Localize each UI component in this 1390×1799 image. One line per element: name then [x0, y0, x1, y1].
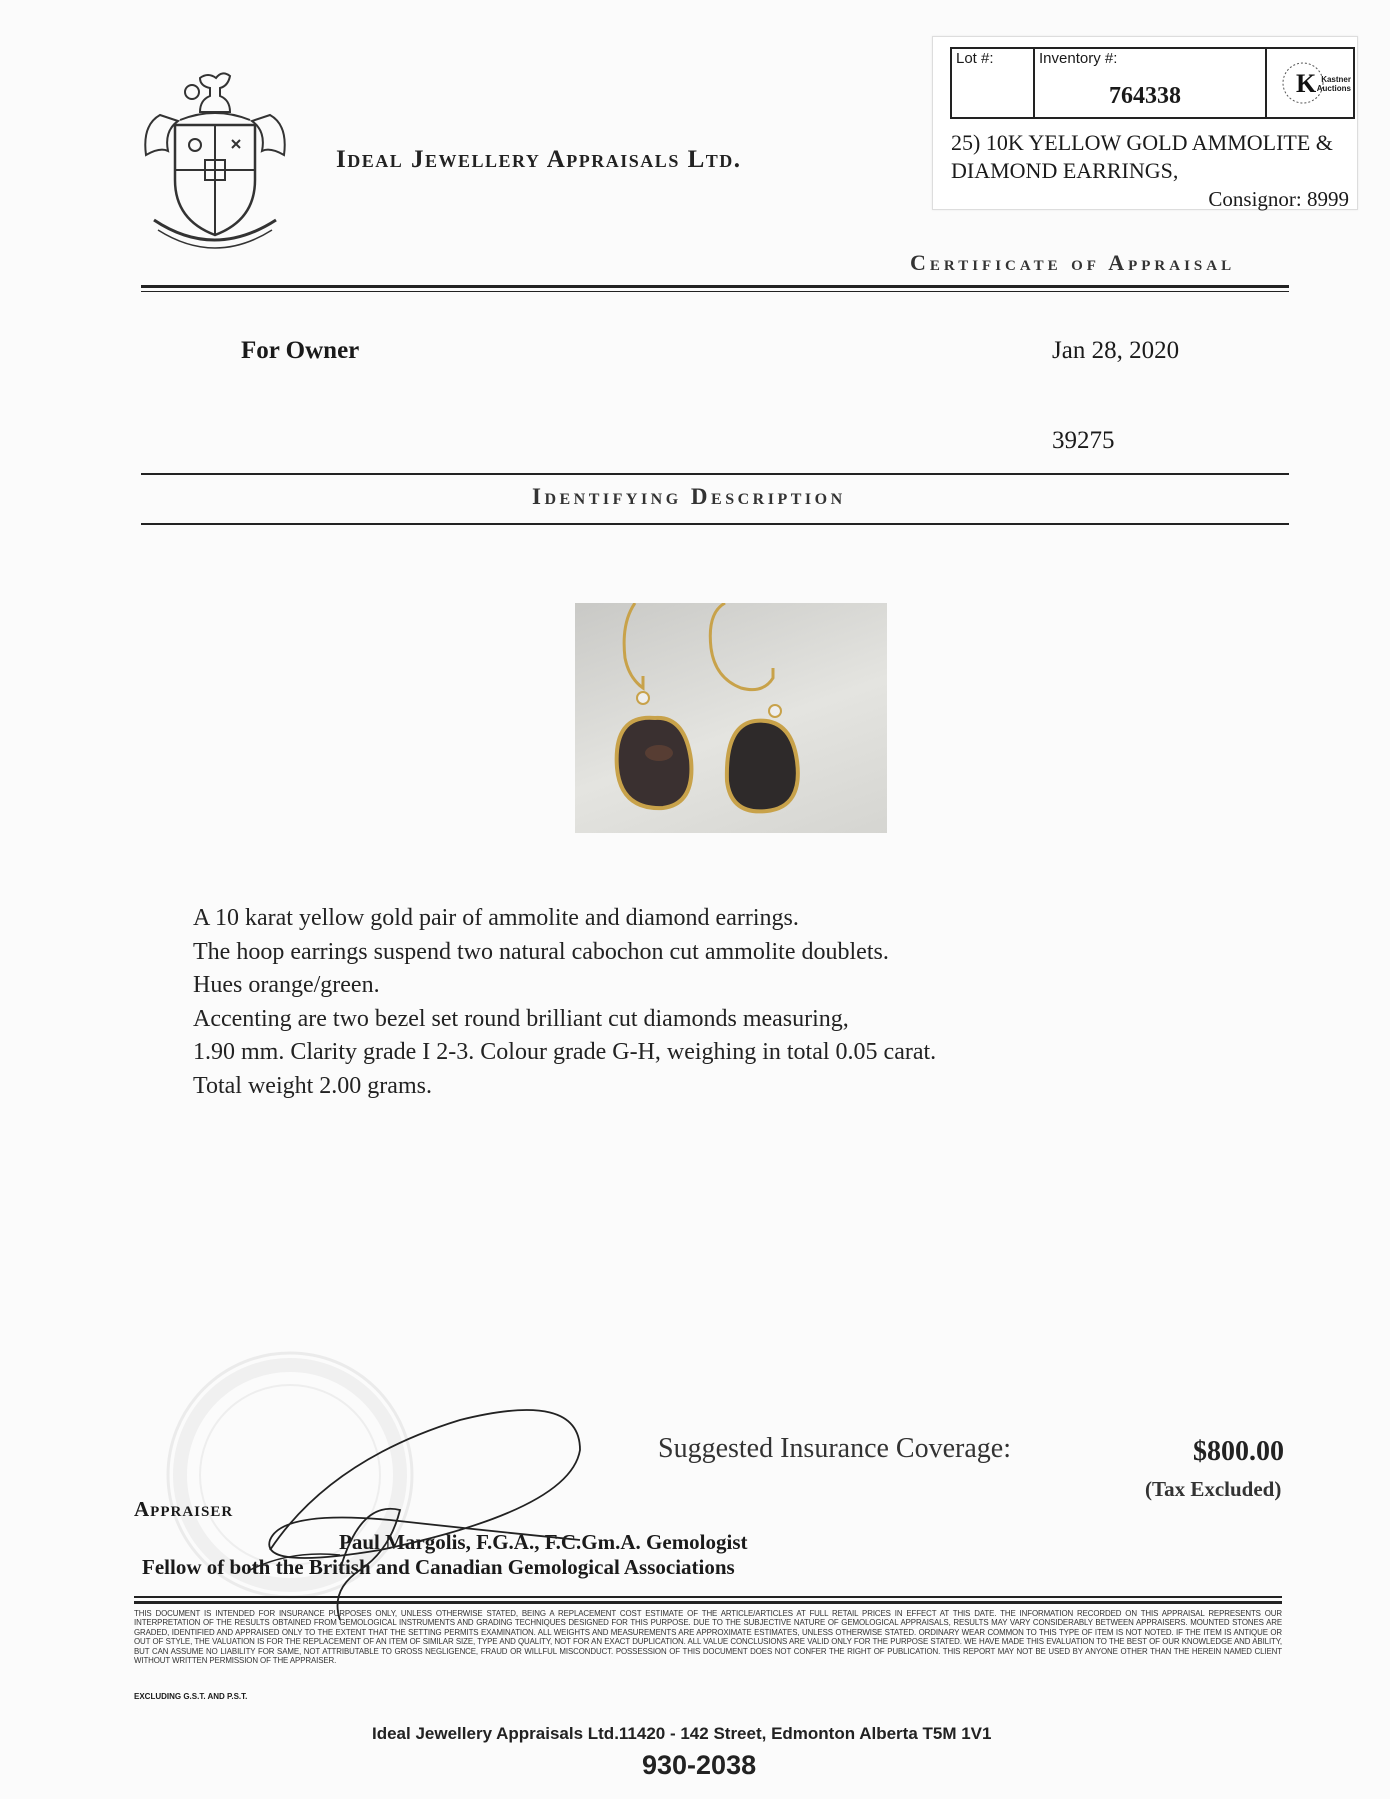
description-line: The hoop earrings suspend two natural cabochon cut ammolite doublets.	[193, 938, 889, 965]
svg-text:K: K	[1296, 69, 1317, 98]
logo-text: Kastner Auctions	[1316, 75, 1351, 93]
description-line: A 10 karat yellow gold pair of ammolite and diamond earrings.	[193, 905, 799, 931]
lot-description	[951, 129, 1351, 185]
company-name: Ideal Jewellery Appraisals Ltd.	[336, 146, 742, 173]
certificate-title: Certificate of Appraisal	[910, 250, 1236, 275]
header-rule-thin	[141, 291, 1289, 292]
owner-label: For Owner	[241, 337, 360, 364]
description-line: Total weight 2.00 grams.	[193, 1072, 432, 1099]
company-address: Ideal Jewellery Appraisals Ltd.11420 - 142 Street, Edmonton Alberta T5M 1V1	[372, 1724, 992, 1743]
identifying-description	[193, 902, 936, 1103]
description-line: Hues orange/green.	[193, 972, 380, 998]
inventory-number: 764338	[1109, 83, 1181, 109]
disclaimer-text: THIS DOCUMENT IS INTENDED FOR INSURANCE PURPOSES ONLY, UNLESS OTHERWISE STATED, BEING A REPLACEMENT COST ESTIMATE OF THE ARTICLE/ARTICLES AT FULL RETAIL PRICES IN EFFECT AT THIS DATE. THE INFORMATION RECORDED ON THIS APPRAISAL REPRESENTS OUR INTERPRETATION OF THE RESULTS OBTAINED FROM GEMOLOGICAL INSTRUMENTS AND GRADING TECHNIQUES DESIGNED FOR THIS PURPOSE. DUE TO THE SUBJECTIVE NATURE OF GEMOLOGICAL APPRAISALS, RESULTS MAY VARY CONSIDERABLY BETWEEN APPRAISERS. MOUNTED STONES ARE GRADED, IDENTIFIED AND APPRAISED ONLY TO THE EXTENT THAT THE SETTING PERMITS EXAMINATION. ALL WEIGHTS AND MEASUREMENTS ARE APPROXIMATE ESTIMATES, UNLESS OTHERWISE STATED. ORDINARY WEAR COMMON TO THIS TYPE OF ITEM IS NOT NOTED. IF THE ITEM IS ANTIQUE OR OUT OF STYLE, THE VALUATION IS FOR THE REPLACEMENT OF AN ITEM OF SIMILAR SIZE, TYPE AND QUALITY, NOT FOR AN EXACT DUPLICATION. ALL VALUE CONCLUSIONS ARE VALID ONLY FOR THE PURPOSE STATED. WE HAVE MADE THIS EVALUATION TO THE BEST OF OUR KNOWLEDGE AND ABILITY, BUT CAN ASSUME NO LIABILITY FOR SAME, NOT ATTRIBUTABLE TO GROSS NEGLIGENCE, FRAUD OR WILLFUL MISCONDUCT. POSSESSION OF THIS DOCUMENT DOES NOT CONFER THE RIGHT OF PUBLICATION. THIS REPORT MAY NOT BE USED BY ANYONE OTHER THAN THE HEREIN NAMED CLIENT WITHOUT WRITTEN PERMISSION OF THE APPRAISER.	[134, 1609, 1282, 1666]
label-grid	[950, 47, 1355, 119]
earrings-image-icon	[575, 603, 887, 833]
appraiser-name: Paul Margolis, F.G.A., F.C.Gm.A. Gemologist	[339, 1530, 748, 1554]
section-rule-top	[141, 473, 1289, 475]
consignor: Consignor: 8999	[1208, 187, 1349, 211]
description-line: 1.90 mm. Clarity grade I 2-3. Colour grade G-H, weighing in total 0.05 carat.	[193, 1039, 937, 1065]
disclaimer-rule-top	[134, 1596, 1282, 1598]
insurance-label: Suggested Insurance Coverage:	[658, 1433, 1011, 1464]
insurance-value: $800.00	[1193, 1436, 1284, 1467]
header-rule	[141, 285, 1289, 288]
appraiser-fellowship: Fellow of both the British and Canadian Gemological Associations	[142, 1555, 735, 1579]
description-line: Accenting are two bezel set round brilliant cut diamonds measuring,	[193, 1005, 849, 1032]
appraiser-label: Appraiser	[134, 1497, 234, 1521]
section-title: Identifying Description	[532, 484, 846, 509]
lot-description-line: DIAMOND EARRINGS,	[951, 158, 1179, 183]
reference-number: 39275	[1052, 427, 1115, 454]
auction-lot-label	[932, 36, 1358, 210]
auction-house-logo	[1267, 49, 1353, 117]
lot-description-line: 25) 10K YELLOW GOLD AMMOLITE &	[951, 130, 1333, 155]
disclaimer-rule	[134, 1601, 1282, 1604]
coat-of-arms-icon	[140, 70, 290, 265]
inventory-caption: Inventory #:	[1039, 50, 1118, 67]
lot-caption: Lot #:	[956, 50, 994, 67]
earrings-photo	[575, 603, 887, 833]
appraisal-date: Jan 28, 2020	[1052, 337, 1180, 364]
company-phone: 930-2038	[642, 1750, 757, 1780]
section-rule-bottom	[141, 523, 1289, 525]
tax-exclusion: EXCLUDING G.S.T. AND P.S.T.	[134, 1692, 248, 1701]
tax-note: (Tax Excluded)	[1145, 1477, 1282, 1501]
inventory-cell	[1035, 49, 1267, 117]
lot-cell	[952, 49, 1035, 117]
